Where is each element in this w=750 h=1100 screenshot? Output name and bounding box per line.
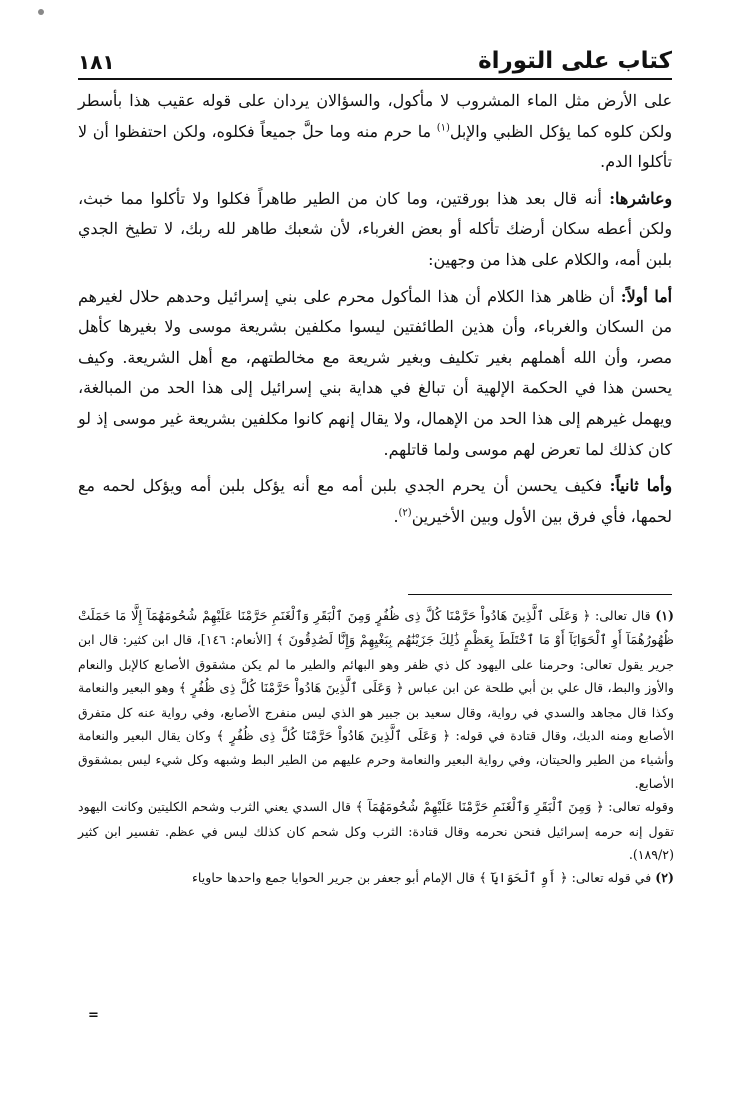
page-header bbox=[78, 40, 672, 80]
footnote-1-verse-1: ﴿ وَعَلَى ٱلَّذِينَ هَادُواْ حَرَّمْنَا كُلَّ ذِى ظُفُرٍ وَمِنَ ٱلْبَقَرِ وَٱلْغَنَمِ حَرَّمْنَا عَلَيْهِمْ شُحُومَهُمَآ إِلَّا مَا حَمَلَتْ ظُهُورُهُمَآ أَوِ ٱلْحَوَايَآ أَوْ مَا ٱخْتَلَطَ بِعَظْمٍ ذَٰلِكَ جَزَيْنَٰهُم بِبَغْيِهِمْ وَإِنَّا لَصَٰدِقُونَ ﴾ bbox=[78, 609, 675, 649]
paragraph-1-rest: ما حرم منه وما حلَّ جميعاً فكلوه، ولكن احتفظوا أن لا تأكلوا الدم. bbox=[78, 121, 672, 172]
footnote-1-verse-4: ﴿ وَمِنَ ٱلْبَقَرِ وَٱلْغَنَمِ حَرَّمْنَا عَلَيْهِمْ شُحُومَهُمَآ ﴾ bbox=[355, 800, 604, 816]
footnote-1-text-e: وقوله تعالى: bbox=[603, 799, 675, 815]
footnote-1-text-a: قال تعالى: bbox=[590, 608, 656, 623]
footnote-1-text-c: وهو البعير والنعامة وكذا قال مجاهد والسدي في رواية، وقال سعيد بن جبير هو الذي ليس منفرج الأصابع، وفي رواية عنه كل متفرق الأصابع ومنه الديك، وقال قتادة في قوله: bbox=[78, 680, 675, 744]
footnote-1-text-b: [الأنعام: ١٤٦]، قال ابن كثير: قال ابن جرير يقول تعالى: وحرمنا على اليهود كل ذي ظفر وهو البهائم والطير ما لم يكن مشقوق الأصابع كالإبل والنعام والأوز والبط، قال علي بن أبي طلحة عن ابن عباس bbox=[78, 632, 675, 696]
footnote-2-number: (٢) bbox=[655, 870, 674, 886]
footnote-1-verse-3: ﴿ وَعَلَى ٱلَّذِينَ هَادُواْ حَرَّمْنَا كُلَّ ذِى ظُفُرٍ ﴾ bbox=[216, 729, 451, 745]
paragraph-2-text: أنه قال بعد هذا بورقتين، وما كان من الطير طاهراً فكلوا ولا تأكلوا مما خبث، ولكن أعطه سكان أرضك تأكله أو بعض الغرباء، لأن شعبك طاهر لله ربك، لا تطيخ الجدي بلبن أمه، والكلام على هذا من وجهين: bbox=[78, 188, 672, 269]
footnote-1-text-f: قال السدي يعني الثرب وشحم الكليتين وكانت اليهود تقول إنه حرمه إسرائيل فنحن نحرمه وقال قتادة: الثرب وكل شحم كان كذلك ليس في عظم. تفسير ابن كثير (١٨٩/٢). bbox=[78, 799, 674, 863]
footnote-2-text-b: قال الإمام أبو جعفر بن جرير الحوايا جمع واحدها حاوياء bbox=[192, 870, 480, 886]
footnote-1-text-d: وكان يقال البعير والنعامة وأشياء من الطير والحيتان، وفي رواية البعير والنعامة وحرم عليهم من الطير البط وشبهه وكل شيء ليس بمشقوق الأصابع. bbox=[78, 728, 674, 791]
continuation-mark: = bbox=[88, 1008, 99, 1023]
paragraph-3-lead: أما أولاً: bbox=[620, 286, 673, 306]
scan-dot bbox=[38, 9, 44, 15]
paragraph-4-lead: وأما ثانياً: bbox=[609, 476, 673, 496]
paragraph-3 bbox=[78, 282, 672, 466]
footnote-2 bbox=[78, 866, 674, 890]
paragraph-4-text: فكيف يحسن أن يحرم الجدي بلبن أمه مع أنه يؤكل بلبن أمه ويؤكل لحمه مع لحمها، فأي فرق بين الأول وبين الأخيرين bbox=[78, 476, 672, 526]
paragraph-2 bbox=[78, 184, 672, 276]
paragraph-4 bbox=[78, 471, 672, 532]
paragraph-4-end: . bbox=[393, 506, 399, 526]
footnote-ref-2: (٢) bbox=[398, 507, 412, 519]
paragraph-3-text: أن ظاهر هذا الكلام أن هذا المأكول محرم على بني إسرائيل وحدهم حلال لغيرهم من السكان والغرباء، وأن هذين الطائفتين ليسوا مكلفين بشريعة موسى ولا بغيرها كأهل مصر، وأن الله أهملهم بغير تكليف وبغير شريعة مع مخالطتهم، مع أهل الشريعة. وكيف يحسن هذا في الحكمة الإلهية أن تبالغ في هداية بني إسرائيل إلى هذا الحد من المبالغة، ويهمل غيرهم إلى هذا الحد من الإهمال، ولا يقال إنهم كانوا مكلفين بشريعة غير موسى إذ لو كان كذلك لما تعرض لهم موسى ولما قاتلهم. bbox=[78, 286, 672, 459]
footnote-1-number: (١) bbox=[655, 608, 675, 623]
paragraph-1 bbox=[78, 86, 672, 178]
main-text bbox=[78, 86, 672, 532]
footnote-ref-1: (١) bbox=[436, 122, 450, 134]
footnote-1-continued bbox=[78, 795, 674, 866]
book-title: كتاب على التوراة bbox=[478, 48, 672, 74]
paragraph-1-text: على الأرض مثل الماء المشروب لا مأكول، والسؤالان يردان على قوله عقيب هذا بأسطر ولكن كلوه كما يؤكل الظبي والإبل bbox=[78, 91, 672, 141]
footnotes bbox=[78, 604, 674, 891]
page-number: ١٨١ bbox=[78, 50, 115, 74]
footnote-1-verse-2: ﴿ وَعَلَى ٱلَّذِينَ هَادُواْ حَرَّمْنَا كُلَّ ذِى ظُفُرٍ ﴾ bbox=[178, 681, 404, 697]
footnote-2-text-a: في قوله تعالى: bbox=[567, 870, 656, 886]
paragraph-2-lead: وعاشرها: bbox=[609, 188, 672, 208]
footnote-2-verse: ﴿ أَوِ ٱلْحَوَايَآ ﴾ bbox=[479, 871, 568, 887]
footnote-1 bbox=[78, 604, 674, 795]
footnote-separator bbox=[408, 594, 672, 595]
